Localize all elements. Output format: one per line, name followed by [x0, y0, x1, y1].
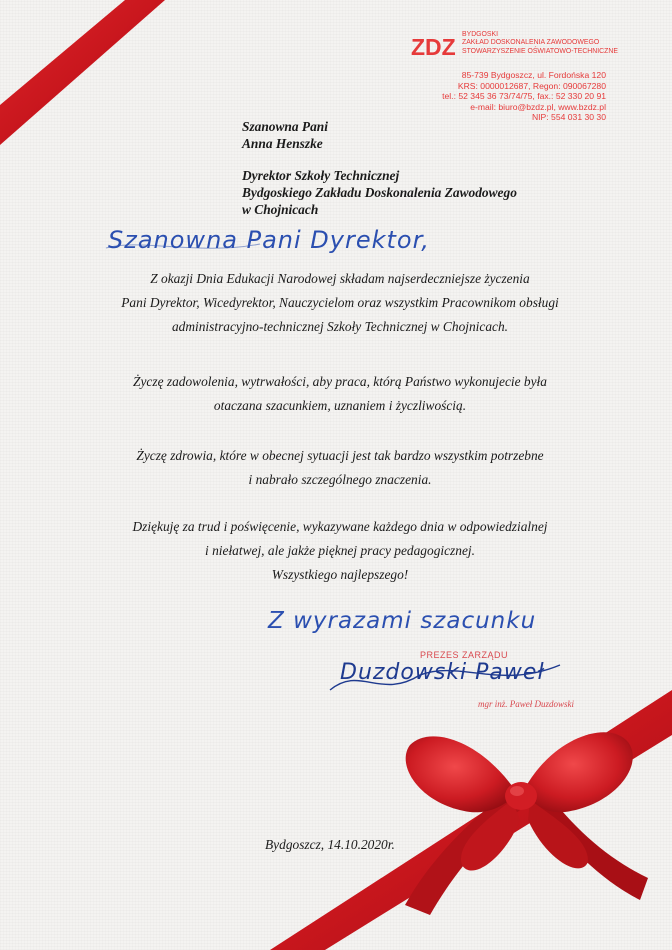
paragraph-4 [50, 515, 630, 587]
paragraph-line: administracyjno-technicznej Szkoły Technicznej w Chojnicach. [171, 319, 509, 334]
paragraph-line: Dziękuję za trud i poświęcenie, wykazywane każdego dnia w odpowiedzialnej [132, 519, 548, 534]
recipient-greeting [242, 118, 328, 152]
bow-knot [505, 782, 537, 810]
contact-info [442, 70, 606, 123]
contact-email: e-mail: biuro@bzdz.pl, www.bzdz.pl [470, 101, 606, 112]
zdz-logo: ZDZ [411, 34, 456, 60]
stamp-title: PREZES ZARZĄDU [420, 650, 509, 660]
paragraph-1 [50, 267, 630, 339]
organization-name [462, 31, 662, 56]
signature: Duzdowski Paweł [340, 660, 545, 685]
recipient-title-line: Dyrektor Szkoły Technicznej [242, 168, 400, 183]
contact-nip: NIP: 554 031 30 30 [531, 112, 606, 123]
paragraph-line: Życzę zadowolenia, wytrwałości, aby praca, którą Państwo wykonujecie była [133, 374, 547, 389]
org-line: BYDGOSKI [462, 31, 498, 38]
paragraph-line: Wszystkiego najlepszego! [271, 567, 409, 582]
paragraph-line: i niełatwej, ale jakże pięknej pracy pedagogicznej. [205, 543, 475, 558]
recipient-title-line: w Chojnicach [242, 202, 319, 217]
org-line: STOWARZYSZENIE OŚWIATOWO-TECHNICZNE [462, 47, 618, 55]
handwritten-closing: Z wyrazami szacunku [268, 608, 537, 634]
paragraph-line: Z okazji Dnia Edukacji Narodowej składam najserdeczniejsze życzenia [150, 271, 530, 286]
recipient-title-line: Bydgoskiego Zakładu Doskonalenia Zawodowego [242, 185, 517, 200]
contact-address: 85-739 Bydgoszcz, ul. Fordońska 120 [461, 70, 606, 80]
recipient-salutation: Szanowna Pani [242, 119, 328, 134]
paragraph-3 [50, 444, 630, 492]
letter-date: Bydgoszcz, 14.10.2020r. [265, 837, 395, 852]
org-line: ZAKŁAD DOSKONALENIA ZAWODOWEGO [462, 39, 600, 47]
paragraph-line: Życzę zdrowia, które w obecnej sytuacji jest tak bardzo wszystkim potrzebne [136, 448, 544, 463]
top-left-ribbon [0, 0, 165, 145]
paragraph-line: i nabrało szczególnego znaczenia. [248, 472, 432, 487]
bow-loop-right [525, 732, 633, 812]
bow-loop-left [406, 736, 515, 812]
bottom-right-ribbon [270, 690, 672, 950]
contact-phone: tel.: 52 345 36 73/74/75, fax.: 52 330 20 91 [442, 91, 606, 102]
paragraph-line: otaczana szacunkiem, uznaniem i życzliwością. [213, 398, 467, 413]
recipient-name: Anna Henszke [242, 136, 323, 151]
paragraph-2 [50, 370, 630, 418]
paragraph-line: Pani Dyrektor, Wicedyrektor, Nauczycielom oraz wszystkim Pracownikom obsługi [121, 295, 559, 310]
stamp-name: mgr inż. Paweł Duzdowski [478, 699, 575, 709]
contact-krs: KRS: 0000012687, Regon: 090067280 [457, 80, 606, 91]
handwritten-greeting: Szanowna Pani Dyrektor, [108, 226, 430, 254]
recipient-title [242, 167, 517, 218]
